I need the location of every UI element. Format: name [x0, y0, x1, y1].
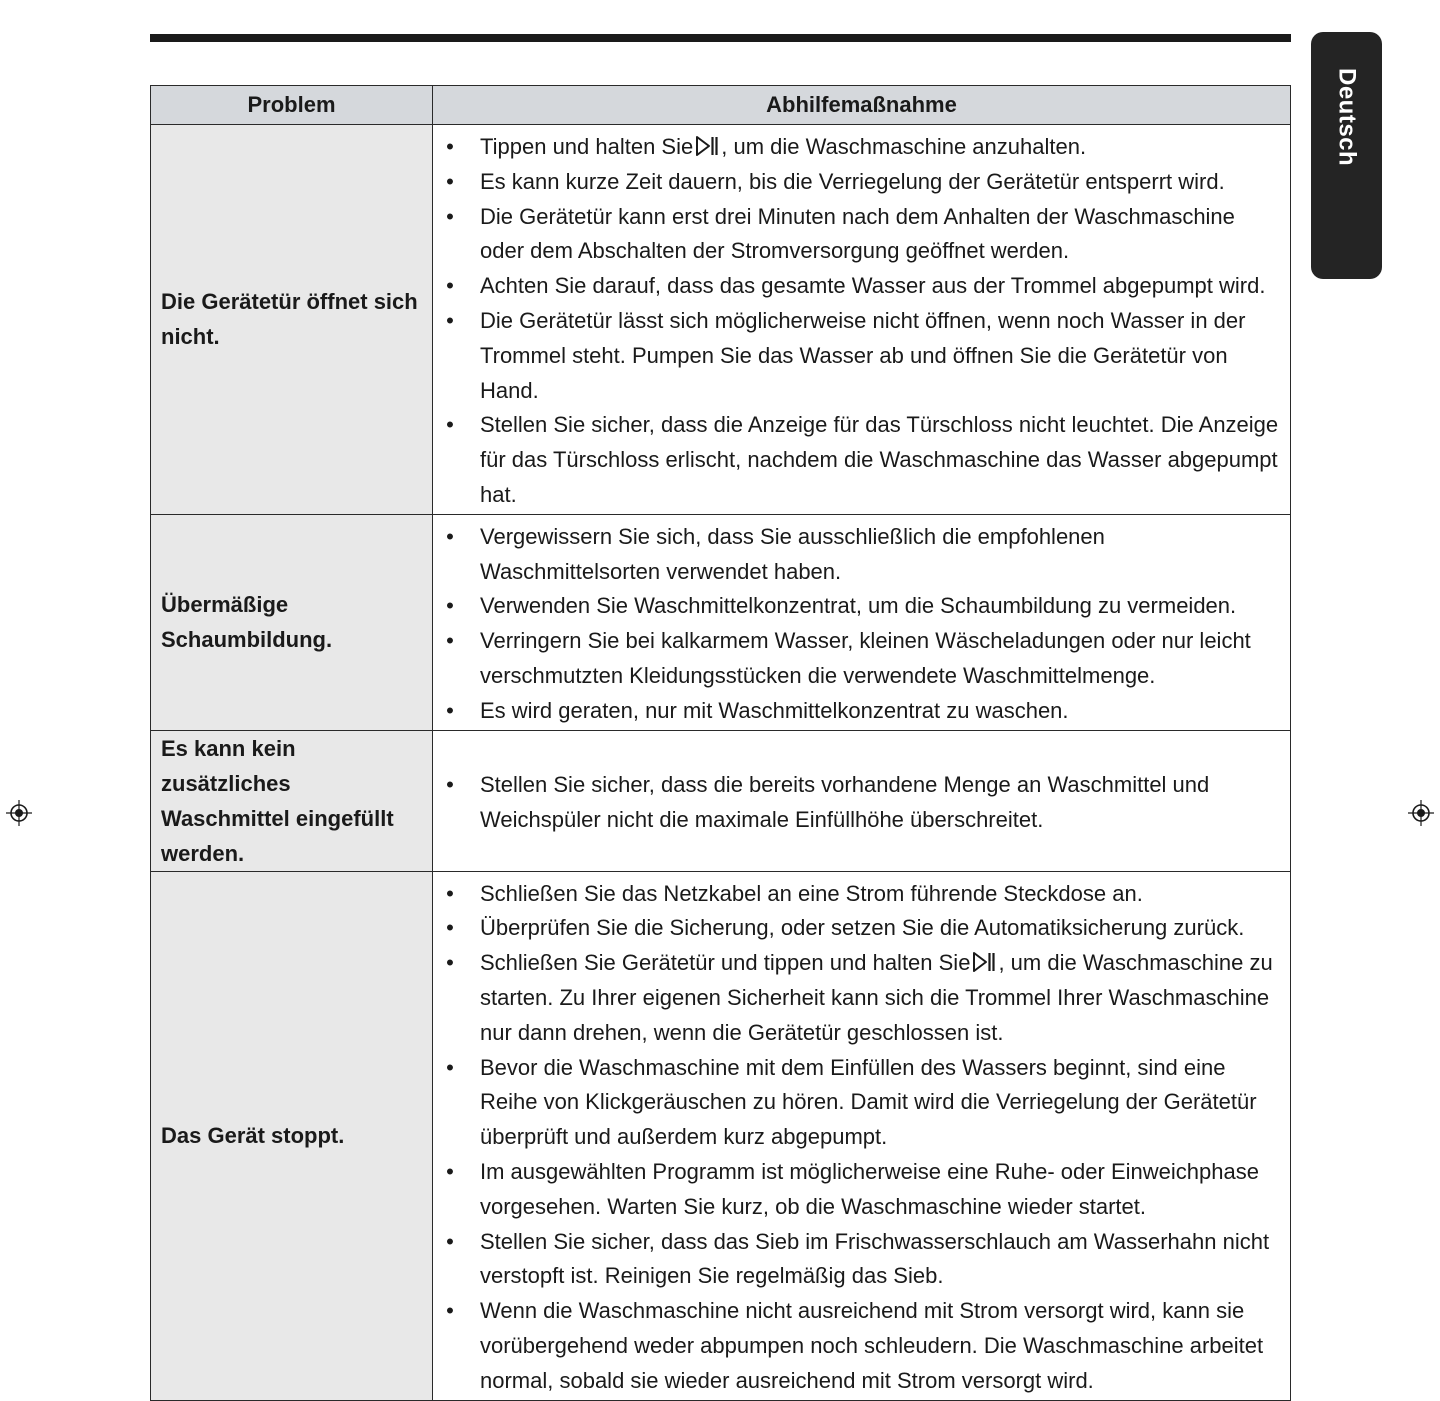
list-item: • Die Gerätetür kann erst drei Minuten nach dem Anhalten der Waschmaschine oder dem Abschalten der Stromversorgung geöffnet werden.: [442, 200, 1282, 270]
language-tab-label: Deutsch: [1333, 68, 1361, 167]
header-remedy: Abhilfemaßnahme: [433, 86, 1291, 125]
list-item: • Es kann kurze Zeit dauern, bis die Verriegelung der Gerätetür entsperrt wird.: [442, 165, 1282, 200]
remedy-text: Tippen und halten Sie: [480, 134, 694, 159]
play-pause-icon: [971, 951, 997, 973]
list-item: • Stellen Sie sicher, dass die bereits vorhandene Menge an Waschmittel und Weichspüler nicht die maximale Einfüllhöhe überschreitet.: [442, 768, 1282, 838]
play-pause-icon: [694, 135, 720, 157]
language-tab: [1311, 32, 1382, 279]
table-header-row: [151, 86, 1291, 125]
remedy-list: [442, 130, 1282, 513]
list-item: • Überprüfen Sie die Sicherung, oder setzen Sie die Automatiksicherung zurück.: [442, 911, 1282, 946]
problem-cell: Übermäßige Schaumbildung.: [151, 514, 433, 730]
list-item: • Stellen Sie sicher, dass die Anzeige für das Türschloss nicht leuchtet. Die Anzeige für das Türschloss erlischt, nachdem die Waschmaschine das Wasser abgepumpt hat.: [442, 408, 1282, 512]
remedy-list: [442, 520, 1282, 729]
table-row: [151, 514, 1291, 730]
remedy-text: Schließen Sie Gerätetür und tippen und halten Sie: [480, 950, 971, 976]
registration-mark-icon: [6, 800, 32, 826]
remedy-text: , um die Waschmaschine anzuhalten.: [721, 134, 1087, 159]
list-item: • Achten Sie darauf, dass das gesamte Wasser aus der Trommel abgepumpt wird.: [442, 269, 1282, 304]
remedy-list: [442, 768, 1282, 838]
table-row: [151, 125, 1291, 515]
list-item: • Vergewissern Sie sich, dass Sie ausschließlich die empfohlenen Waschmittelsorten verwendet haben.: [442, 520, 1282, 590]
problem-cell: Das Gerät stoppt.: [151, 871, 433, 1400]
list-item: • Im ausgewählten Programm ist möglicherweise eine Ruhe- oder Einweichphase vorgesehen. Warten Sie kurz, ob die Waschmaschine wieder startet.: [442, 1155, 1282, 1225]
registration-mark-icon: [1408, 800, 1434, 826]
list-item: • Die Gerätetür lässt sich möglicherweise nicht öffnen, wenn noch Wasser in der Trommel steht. Pumpen Sie das Wasser ab und öffnen Sie die Gerätetür von Hand.: [442, 304, 1282, 408]
list-item: • Stellen Sie sicher, dass das Sieb im Frischwasserschlauch am Wasserhahn nicht verstopft ist. Reinigen Sie regelmäßig das Sieb.: [442, 1225, 1282, 1295]
list-item: • Es wird geraten, nur mit Waschmittelkonzentrat zu waschen.: [442, 694, 1282, 729]
list-item: • Schließen Sie das Netzkabel an eine Strom führende Steckdose an.: [442, 877, 1282, 912]
list-item: • Verwenden Sie Waschmittelkonzentrat, um die Schaumbildung zu vermeiden.: [442, 589, 1282, 624]
list-item: [442, 946, 1282, 1050]
remedy-cell: [433, 871, 1291, 1400]
remedy-cell: [433, 125, 1291, 515]
remedy-cell: [433, 730, 1291, 871]
list-item: • Bevor die Waschmaschine mit dem Einfüllen des Wassers beginnt, sind eine Reihe von Klickgeräuschen zu hören. Damit wird die Verriegelung der Gerätetür überprüft und außerdem kurz abgepumpt.: [442, 1051, 1282, 1155]
table-body: [151, 125, 1291, 1401]
troubleshooting-table: [150, 85, 1291, 1401]
table-row: [151, 871, 1291, 1400]
table-row: [151, 730, 1291, 871]
remedy-cell: [433, 514, 1291, 730]
remedy-list: [442, 877, 1282, 1399]
header-problem: Problem: [151, 86, 433, 125]
list-item: • Verringern Sie bei kalkarmem Wasser, kleinen Wäscheladungen oder nur leicht verschmutzten Kleidungsstücken die verwendete Waschmittelmenge.: [442, 624, 1282, 694]
problem-cell: Die Gerätetür öffnet sich nicht.: [151, 125, 433, 515]
problem-cell: Es kann kein zusätzliches Waschmittel eingefüllt werden.: [151, 730, 433, 871]
list-item: • Wenn die Waschmaschine nicht ausreichend mit Strom versorgt wird, kann sie vorübergehend weder abpumpen noch schleudern. Die Waschmaschine arbeitet normal, sobald sie wieder ausreichend mit Strom versorgt wird.: [442, 1294, 1282, 1398]
list-item: [442, 130, 1282, 165]
remedy-text: , um die Waschmaschine zu starten. Zu Ihrer eigenen Sicherheit kann sich die Trommel Ihrer Waschmaschine nur dann drehen, wenn die Gerätetür geschlossen ist.: [480, 950, 1273, 1045]
top-rule: [150, 34, 1291, 42]
